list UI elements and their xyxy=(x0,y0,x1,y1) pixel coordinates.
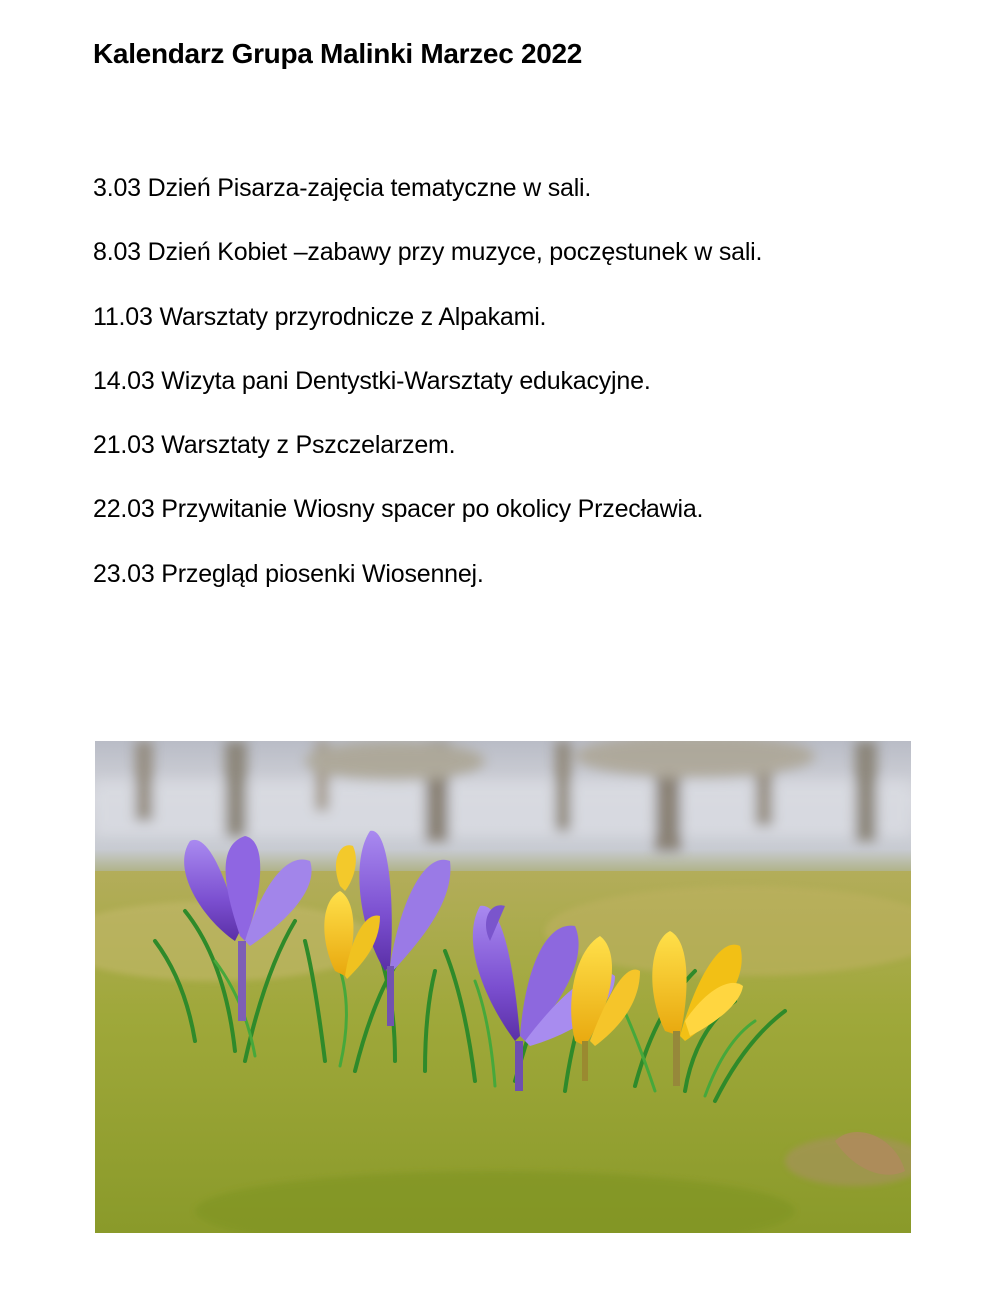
event-item: 21.03 Warsztaty z Pszczelarzem. xyxy=(93,431,456,460)
crocus-photo xyxy=(95,741,911,1233)
event-list xyxy=(93,170,762,620)
event-item: 22.03 Przywitanie Wiosny spacer po okolicy Przecławia. xyxy=(93,495,704,524)
event-item: 14.03 Wizyta pani Dentystki-Warsztaty edukacyjne. xyxy=(93,366,651,395)
page-title: Kalendarz Grupa Malinki Marzec 2022 xyxy=(93,38,583,69)
event-item: 3.03 Dzień Pisarza-zajęcia tematyczne w sali. xyxy=(93,174,592,202)
event-item: 11.03 Warsztaty przyrodnicze z Alpakami. xyxy=(93,302,547,331)
event-item: 23.03 Przegląd piosenki Wiosennej. xyxy=(93,559,484,588)
event-item: 8.03 Dzień Kobiet –zabawy przy muzyce, poczęstunek w sali. xyxy=(93,238,763,267)
